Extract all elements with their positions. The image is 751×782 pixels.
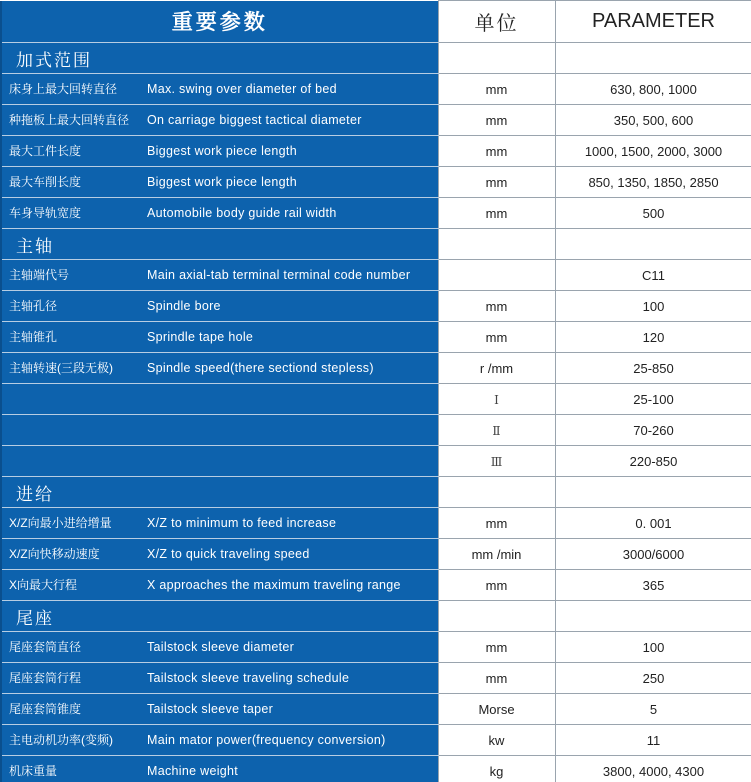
row-value: 3000/6000 (622, 546, 685, 562)
row-value-cell (555, 415, 751, 446)
row-label-cn: 主轴锥孔 (9, 330, 58, 344)
table-header (1, 1, 751, 43)
row-unit-cell (438, 260, 555, 291)
section-unit-cell (438, 43, 555, 74)
row-unit: Ⅱ (492, 423, 501, 438)
section-title-cell (1, 43, 438, 74)
row-value: 365 (642, 577, 665, 593)
section-param-cell (555, 229, 751, 260)
row-label-en: Max. swing over diameter of bed (147, 82, 337, 96)
row-unit-cell (438, 74, 555, 105)
row-value: 100 (642, 298, 665, 314)
table-row (1, 105, 751, 136)
row-unit: mm (485, 81, 508, 97)
table-row (1, 74, 751, 105)
row-unit-cell (438, 756, 555, 782)
section-unit-cell (438, 601, 555, 632)
table-row (1, 136, 751, 167)
row-label-en: Biggest work piece length (147, 175, 297, 189)
row-value-cell (555, 167, 751, 198)
row-unit-cell (438, 167, 555, 198)
row-unit-cell (438, 322, 555, 353)
row-value-cell (555, 725, 751, 756)
section-title: 加式范围 (16, 50, 92, 70)
row-value-cell (555, 694, 751, 725)
row-unit-cell (438, 384, 555, 415)
row-label-cn: 主轴孔径 (9, 299, 58, 313)
section-title: 主轴 (16, 236, 54, 256)
row-label-en: X/Z to quick traveling speed (147, 547, 310, 561)
row-label-cell (1, 74, 438, 105)
row-label-cn: 床身上最大回转直径 (9, 82, 118, 96)
section-title: 进给 (16, 484, 54, 504)
row-label-cn: X向最大行程 (9, 578, 78, 592)
row-label-cell (1, 570, 438, 601)
row-value-cell (555, 74, 751, 105)
table-row (1, 384, 751, 415)
row-unit: mm (485, 329, 508, 345)
row-label-en: Spindle speed(there sectiond stepless) (147, 361, 374, 375)
table-row (1, 663, 751, 694)
section-param-cell (555, 43, 751, 74)
row-value-cell (555, 105, 751, 136)
row-label-cn: 最大工件长度 (9, 144, 82, 158)
table-row (1, 446, 751, 477)
row-label-en: Tailstock sleeve traveling schedule (147, 671, 350, 685)
table-row (1, 260, 751, 291)
row-label-en: Automobile body guide rail width (147, 206, 337, 220)
table-row (1, 570, 751, 601)
table-row (1, 725, 751, 756)
row-value: 3800, 4000, 4300 (602, 763, 705, 779)
row-label-cn: X/Z向快移动速度 (9, 547, 100, 561)
row-value: 0. 001 (635, 515, 672, 531)
table-row (1, 694, 751, 725)
section-title-cell (1, 229, 438, 260)
row-label-cell (1, 260, 438, 291)
row-label-cell (1, 136, 438, 167)
row-value: 25-850 (633, 360, 674, 376)
table-row (1, 632, 751, 663)
row-unit: mm (485, 670, 508, 686)
row-label-cell (1, 322, 438, 353)
row-unit: mm (485, 174, 508, 190)
row-label-en: Biggest work piece length (147, 144, 297, 158)
row-value: 70-260 (633, 422, 674, 438)
row-value: 100 (642, 639, 665, 655)
row-label-cn: 车身导轨宽度 (9, 206, 82, 220)
table-row (1, 508, 751, 539)
header-unit-label: 单位 (474, 13, 519, 35)
row-value: 120 (642, 329, 665, 345)
row-value: 850, 1350, 1850, 2850 (588, 174, 719, 190)
row-label-cell (1, 725, 438, 756)
row-value: 220-850 (629, 453, 678, 469)
row-value: 250 (642, 670, 665, 686)
row-value-cell (555, 384, 751, 415)
row-label-cell (1, 384, 438, 415)
row-unit-cell (438, 508, 555, 539)
header-unit-cell (438, 1, 555, 43)
row-label-en: Spindle bore (147, 299, 221, 313)
row-label-cn: 主电动机功率(变频) (9, 733, 113, 747)
row-unit-cell (438, 291, 555, 322)
table-row (1, 167, 751, 198)
row-unit: Ⅲ (490, 454, 503, 469)
row-value-cell (555, 539, 751, 570)
section-header-row (1, 601, 751, 632)
row-unit: mm (485, 205, 508, 221)
row-value-cell (555, 508, 751, 539)
row-unit: Morse (478, 701, 515, 717)
table-row (1, 291, 751, 322)
row-label-en: Main mator power(frequency conversion) (147, 733, 386, 747)
row-unit-cell (438, 198, 555, 229)
row-unit-cell (438, 570, 555, 601)
row-label-cell (1, 632, 438, 663)
row-value: 630, 800, 1000 (610, 81, 697, 97)
row-value: C11 (642, 267, 665, 283)
header-title: 重要参数 (171, 11, 268, 35)
row-unit-cell (438, 632, 555, 663)
row-unit-cell (438, 725, 555, 756)
row-value-cell (555, 663, 751, 694)
row-unit-cell (438, 353, 555, 384)
section-header-row (1, 229, 751, 260)
row-value-cell (555, 260, 751, 291)
row-label-en: Sprindle tape hole (147, 330, 254, 344)
row-label-cell (1, 291, 438, 322)
table-row (1, 322, 751, 353)
row-value-cell (555, 136, 751, 167)
row-value-cell (555, 570, 751, 601)
section-param-cell (555, 601, 751, 632)
row-unit: mm (485, 577, 508, 593)
row-value-cell (555, 198, 751, 229)
row-unit-cell (438, 539, 555, 570)
row-label-cell (1, 539, 438, 570)
row-label-cell (1, 198, 438, 229)
row-value: 500 (642, 205, 665, 221)
row-label-cn: 种拖板上最大回转直径 (9, 113, 130, 127)
row-unit-cell (438, 446, 555, 477)
header-title-cell (1, 1, 438, 43)
row-unit: mm (485, 112, 508, 128)
row-label-en: Main axial-tab terminal terminal code number (147, 268, 411, 282)
section-header-row (1, 43, 751, 74)
row-label-cn: 尾座套筒锥度 (9, 702, 82, 716)
row-label-en: Tailstock sleeve diameter (147, 640, 295, 654)
header-param-cell (555, 1, 751, 43)
row-value: 25-100 (633, 391, 674, 407)
row-unit: mm (485, 143, 508, 159)
table-row (1, 415, 751, 446)
table-row (1, 198, 751, 229)
table-row (1, 539, 751, 570)
row-label-cell (1, 105, 438, 136)
table-row (1, 353, 751, 384)
row-label-cn: 最大车削长度 (9, 175, 82, 189)
table-row (1, 756, 751, 782)
row-value-cell (555, 756, 751, 782)
row-label-cell (1, 446, 438, 477)
row-label-cn: 主轴端代号 (9, 268, 70, 282)
row-value-cell (555, 632, 751, 663)
row-label-cn: X/Z向最小进给增量 (9, 516, 112, 530)
row-unit: mm /min (471, 546, 522, 562)
row-label-en: Tailstock sleeve taper (147, 702, 274, 716)
section-unit-cell (438, 229, 555, 260)
section-title: 尾座 (16, 608, 54, 628)
row-label-cell (1, 508, 438, 539)
row-label-cn: 主轴转速(三段无极) (9, 361, 113, 375)
row-label-cn: 尾座套筒直径 (9, 640, 82, 654)
section-unit-cell (438, 477, 555, 508)
row-value-cell (555, 322, 751, 353)
row-unit: r /mm (479, 360, 514, 376)
row-unit-cell (438, 694, 555, 725)
row-label-cell (1, 663, 438, 694)
row-value-cell (555, 446, 751, 477)
row-label-cn: 机床重量 (9, 764, 58, 778)
section-param-cell (555, 477, 751, 508)
row-label-cn: 尾座套筒行程 (9, 671, 82, 685)
row-unit: kw (488, 732, 505, 748)
row-unit-cell (438, 136, 555, 167)
row-unit: kg (489, 763, 504, 779)
row-label-cell (1, 756, 438, 782)
row-unit: mm (485, 515, 508, 531)
row-label-cell (1, 167, 438, 198)
row-label-en: X approaches the maximum traveling range (147, 578, 401, 592)
row-label-en: Machine weight (147, 764, 239, 778)
row-label-cell (1, 415, 438, 446)
row-unit-cell (438, 663, 555, 694)
header-param-label: PARAMETER (592, 10, 715, 32)
row-unit: mm (485, 639, 508, 655)
section-header-row (1, 477, 751, 508)
row-label-cell (1, 694, 438, 725)
row-value: 11 (646, 732, 661, 748)
row-value-cell (555, 353, 751, 384)
row-value: 5 (649, 701, 658, 717)
section-title-cell (1, 601, 438, 632)
row-unit-cell (438, 415, 555, 446)
row-label-en: X/Z to minimum to feed increase (147, 516, 337, 530)
row-label-en: On carriage biggest tactical diameter (147, 113, 362, 127)
row-unit-cell (438, 105, 555, 136)
row-unit: mm (485, 298, 508, 314)
section-title-cell (1, 477, 438, 508)
row-value: 1000, 1500, 2000, 3000 (584, 143, 723, 159)
row-value: 350, 500, 600 (613, 112, 694, 128)
row-unit: Ⅰ (494, 392, 499, 407)
row-value-cell (555, 291, 751, 322)
row-label-cell (1, 353, 438, 384)
